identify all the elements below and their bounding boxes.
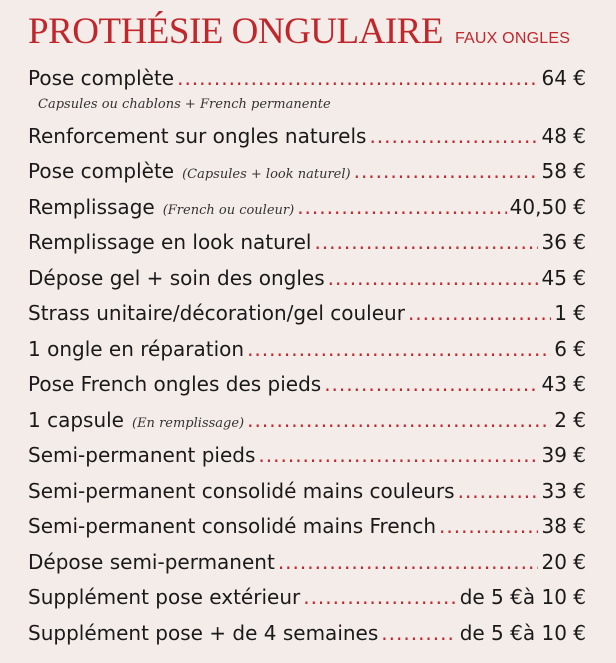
item-name: Dépose gel + soin des ongles bbox=[28, 265, 325, 290]
item-note: (En remplissage) bbox=[132, 415, 245, 431]
item-name: 1 capsule bbox=[28, 407, 124, 432]
list-item bbox=[28, 337, 586, 373]
dot-leader bbox=[381, 621, 456, 645]
dot-leader bbox=[247, 337, 551, 361]
item-price: 2 € bbox=[554, 407, 586, 432]
page-title: PROTHÉSIE ONGULAIRE bbox=[28, 11, 443, 52]
item-price: 39 € bbox=[541, 443, 586, 467]
list-item bbox=[28, 443, 586, 479]
dot-leader bbox=[314, 230, 538, 254]
item-name: Remplissage bbox=[28, 194, 155, 219]
item-price: de 5 €à 10 € bbox=[459, 585, 586, 609]
item-price: 38 € bbox=[541, 514, 586, 538]
item-price: 20 € bbox=[541, 549, 586, 574]
list-item bbox=[28, 195, 586, 231]
list-item bbox=[28, 621, 586, 657]
list-item bbox=[28, 585, 586, 621]
dot-leader bbox=[354, 159, 539, 183]
list-item bbox=[28, 408, 586, 444]
item-name: Renforcement sur ongles naturels bbox=[28, 123, 367, 148]
item-name: Supplément pose extérieur bbox=[28, 585, 301, 609]
page-subtitle: FAUX ONGLES bbox=[454, 30, 571, 47]
dot-leader bbox=[247, 408, 551, 432]
item-name: Strass unitaire/décoration/gel couleur bbox=[28, 301, 405, 325]
item-price: 33 € bbox=[541, 478, 586, 503]
dot-leader bbox=[278, 550, 539, 574]
item-name: Dépose semi-permanent bbox=[28, 549, 275, 574]
list-item bbox=[28, 159, 586, 195]
dot-leader bbox=[458, 479, 539, 503]
dot-leader bbox=[439, 514, 538, 538]
list-item bbox=[28, 266, 586, 302]
item-name: Pose complète bbox=[28, 159, 175, 183]
item-price: de 5 €à 10 € bbox=[459, 620, 586, 645]
item-price: 58 € bbox=[541, 159, 586, 183]
list-item bbox=[28, 550, 586, 586]
dot-leader bbox=[258, 443, 538, 467]
item-name: Semi-permanent pieds bbox=[28, 443, 256, 467]
item-price: 6 € bbox=[554, 336, 586, 361]
item-price: 1 € bbox=[554, 301, 586, 325]
item-name: Remplissage en look naturel bbox=[28, 230, 312, 254]
dot-leader bbox=[303, 585, 456, 609]
item-note: (Capsules + look naturel) bbox=[182, 167, 351, 182]
item-name: 1 ongle en réparation bbox=[28, 336, 245, 361]
item-name: Supplément pose + de 4 semaines bbox=[28, 620, 379, 645]
dot-leader bbox=[328, 266, 539, 290]
dot-leader bbox=[297, 195, 506, 219]
item-name: Pose French ongles des pieds bbox=[28, 372, 322, 396]
list-item bbox=[28, 479, 586, 515]
list-item bbox=[28, 230, 586, 266]
dot-leader bbox=[324, 372, 538, 396]
item-name: Pose complète bbox=[28, 66, 175, 90]
item-price: 48 € bbox=[541, 123, 586, 148]
item-name: Semi-permanent consolidé mains couleurs bbox=[28, 478, 455, 503]
item-price: 43 € bbox=[541, 372, 586, 396]
price-list bbox=[28, 66, 586, 656]
list-item bbox=[28, 124, 586, 160]
item-name: Semi-permanent consolidé mains French bbox=[28, 514, 436, 538]
list-item bbox=[28, 514, 586, 550]
item-subnote: Capsules ou chablons + French permanente bbox=[38, 96, 331, 112]
list-item bbox=[28, 372, 586, 408]
dot-leader bbox=[369, 124, 538, 148]
item-price: 36 € bbox=[541, 230, 586, 254]
item-note: (French ou couleur) bbox=[162, 202, 295, 218]
header bbox=[28, 10, 586, 60]
item-price: 45 € bbox=[541, 265, 586, 290]
item-price: 40,50 € bbox=[509, 194, 586, 219]
dot-leader bbox=[177, 66, 538, 90]
dot-leader bbox=[408, 301, 551, 325]
list-item bbox=[28, 301, 586, 337]
item-price: 64 € bbox=[541, 66, 586, 90]
